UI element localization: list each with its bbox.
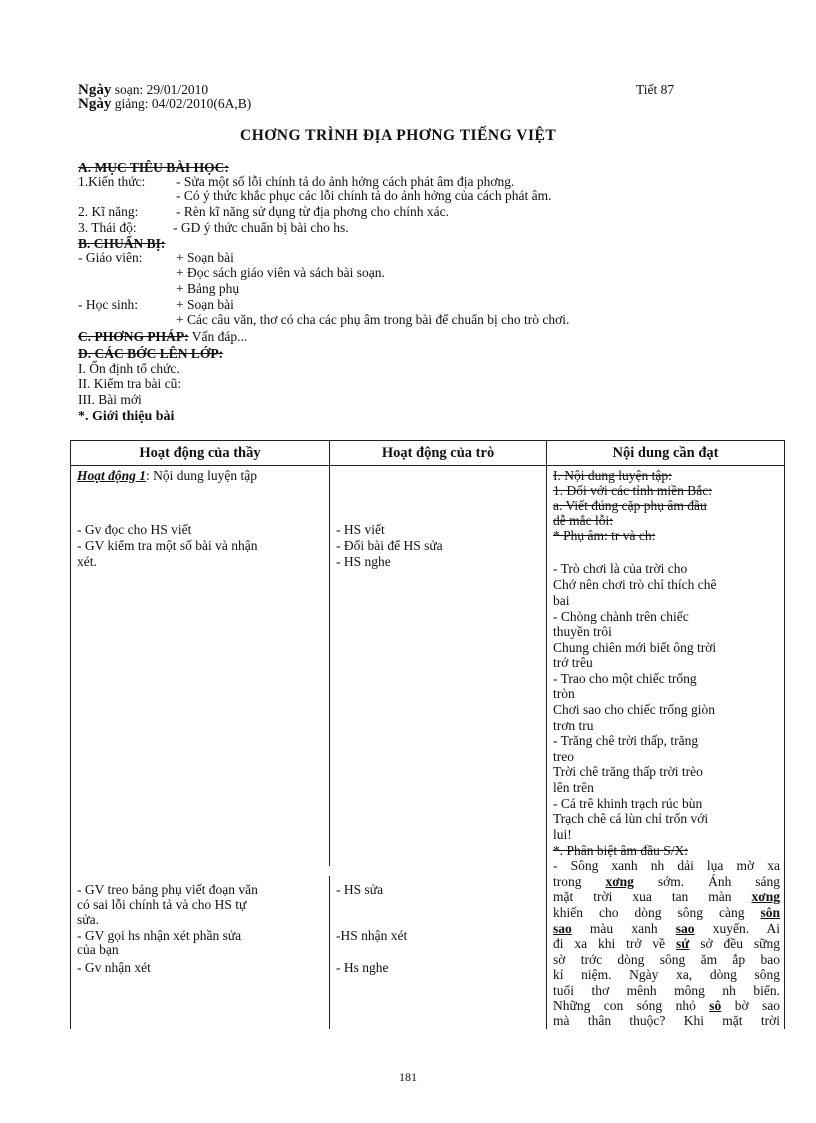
- header-content: Nội dung cần đạt: [547, 441, 785, 466]
- poem-line-13: treo: [553, 749, 574, 764]
- poem-line-11: trơn tru: [553, 718, 594, 733]
- para-line-11: mà thân thuộc? Khi mặt trời: [553, 1013, 780, 1028]
- step-3: III. Bài mới: [78, 392, 142, 407]
- poem-line-7: trớ trêu: [553, 655, 593, 670]
- gv-2: + Đọc sách giáo viên và sách bài soạn.: [176, 265, 385, 280]
- content-l5: * Phụ âm: tr và ch:: [553, 528, 656, 543]
- step-2: II. Kiểm tra bài cũ:: [78, 376, 182, 391]
- para-6-a: đi xa khi trở về: [553, 936, 677, 951]
- ngay-soan-label: Ngày: [78, 82, 112, 98]
- para-3-error: xơng: [751, 889, 780, 904]
- kien-thuc-2: - Có ý thức khắc phục các lỗi chính tả do ảnh hởng của cách phát âm.: [176, 188, 552, 203]
- para-2-b: sớm. Ánh sáng: [633, 874, 780, 889]
- method-heading: C. PHƠNG PHÁP:: [78, 329, 189, 344]
- poem-line-12: - Trăng chê trời thấp, trăng: [553, 733, 699, 748]
- hd1-text: : Nội dung luyện tập: [146, 468, 258, 483]
- hd1-line: [77, 469, 257, 483]
- steps-heading: D. CÁC BỚC LÊN LỚP:: [78, 346, 224, 361]
- para-line-2: [553, 874, 780, 890]
- poem-line-2: Chớ nên chơi trò chỉ thích chê: [553, 577, 717, 592]
- para-3-a: mặt trời xua tan màn: [553, 889, 752, 904]
- header-teacher: Hoạt động của thầy: [71, 441, 330, 466]
- para-2-error: xơng: [605, 874, 634, 889]
- para-line-8: kỉ niệm. Ngày xa, dòng sông: [553, 967, 780, 982]
- teacher-line-3a: - GV treo bảng phụ viết đoạn văn: [77, 882, 258, 897]
- content-l4: dễ mắc lỗi:: [553, 513, 613, 528]
- para-line-1: - Sông xanh nh dải lụa mờ xa: [553, 858, 780, 873]
- para-line-3: [553, 889, 780, 905]
- student-line-6: - Hs nghe: [336, 960, 389, 975]
- page-number: 181: [399, 1070, 417, 1084]
- objectives-heading: A. MỤC TIÊU BÀI HỌC:: [78, 160, 229, 175]
- poem-line-18: lui!: [553, 827, 572, 842]
- para-5-b: xuyến. Ai: [694, 921, 780, 936]
- teacher-line-2b: xét.: [77, 554, 97, 569]
- para-10-a: Những con sóng nhỏ: [553, 998, 710, 1013]
- header-student: Hoạt động của trò: [330, 441, 547, 466]
- para-6-error: sứ: [676, 936, 690, 951]
- para-10-b: bờ sao: [721, 998, 780, 1013]
- thai-do: - GD ý thức chuẩn bị bài cho hs.: [173, 220, 349, 235]
- intro: *. Giới thiệu bài: [78, 409, 175, 424]
- para-line-7: sờ trớc dòng sông ăm ắp bao: [553, 952, 780, 967]
- poem-line-9: tròn: [553, 686, 575, 701]
- student-line-3: - HS nghe: [336, 554, 391, 569]
- student-line-2: - Đổi bài để HS sửa: [336, 538, 443, 553]
- hs-1: + Soạn bài: [176, 297, 234, 312]
- content-l2: 1. Đối với các tỉnh miền Bắc:: [553, 483, 712, 498]
- ngay-giang-label: Ngày: [78, 96, 112, 112]
- student-cell: [330, 466, 547, 1030]
- preparation-heading: B. CHUẨN BỊ:: [78, 236, 166, 251]
- para-line-6: [553, 936, 780, 952]
- poem-line-15: lên trên: [553, 780, 594, 795]
- method-line: [78, 330, 247, 344]
- table-row: [71, 466, 785, 1030]
- step-1: I. Ổn định tổ chức.: [78, 361, 180, 376]
- page-title: CHƠNG TRÌNH ĐỊA PHƠNG TIẾNG VIỆT: [240, 127, 557, 144]
- divider-gap: [329, 866, 330, 876]
- student-line-1: - HS viết: [336, 522, 385, 537]
- poem-line-3: bai: [553, 593, 570, 608]
- poem-line-1: - Trò chơi là của trời cho: [553, 561, 688, 576]
- ngay-giang-text: giảng: 04/02/2010(6A,B): [114, 96, 252, 111]
- para-4-a: khiến cho dòng sông càng: [553, 905, 761, 920]
- kien-thuc-label: 1.Kiến thức:: [78, 174, 146, 189]
- hs-label: - Học sinh:: [78, 297, 138, 312]
- kien-thuc-1: - Sửa một số lỗi chính tả do ảnh hởng cách phát âm địa phơng.: [176, 174, 515, 189]
- poem-line-16: - Cá trê khinh trạch rúc bùn: [553, 796, 703, 811]
- ngay-soan-line: [78, 83, 208, 97]
- para-10-error: sô: [709, 998, 722, 1013]
- teacher-line-3c: sửa.: [77, 912, 99, 927]
- para-line-9: tuổi thơ mênh mông nh biển.: [553, 983, 780, 998]
- teacher-line-5: - Gv nhận xét: [77, 960, 151, 975]
- para-6-b: sở đều sững: [689, 936, 780, 951]
- tiet: Tiết 87: [636, 82, 675, 97]
- content-sx-heading: *. Phân biệt âm đầu S/X:: [553, 843, 688, 858]
- ngay-soan-text: soạn: 29/01/2010: [114, 82, 209, 97]
- ki-nang: - Rèn kĩ năng sử dụng từ địa phơng cho chính xác.: [176, 204, 449, 219]
- teacher-line-1: - Gv đọc cho HS viết: [77, 522, 192, 537]
- teacher-line-2a: - GV kiểm tra một số bài và nhận: [77, 538, 258, 553]
- lesson-table: [70, 440, 785, 1029]
- hd1-label: Hoạt động 1: [77, 468, 147, 483]
- ki-nang-label: 2. Kĩ năng:: [78, 204, 139, 219]
- poem-line-6: Chung chiên mới biết ông trời: [553, 640, 717, 655]
- content-l1: I. Nội dung luyện tập:: [553, 468, 672, 483]
- thai-do-label: 3. Thái độ:: [78, 220, 137, 235]
- gv-label: - Giáo viên:: [78, 250, 143, 265]
- para-5-error-a: sao: [553, 921, 572, 936]
- hs-2: + Các câu văn, thơ có cha các phụ âm trong bài để chuẩn bị cho trò chơi.: [176, 312, 570, 327]
- teacher-cell: [71, 466, 330, 1030]
- para-line-10: [553, 998, 780, 1014]
- teacher-line-4b: của bạn: [77, 942, 119, 957]
- teacher-line-4a: - GV gọi hs nhận xét phần sửa: [77, 928, 242, 943]
- content-cell: [547, 466, 785, 1030]
- poem-line-8: - Trao cho một chiếc trống: [553, 671, 697, 686]
- poem-line-4: - Chòng chành trên chiếc: [553, 609, 689, 624]
- para-line-5: [553, 921, 780, 937]
- table-header-row: [71, 441, 785, 466]
- para-4-error: sôn: [760, 905, 780, 920]
- method-text: Vấn đáp...: [191, 329, 248, 344]
- student-line-4: - HS sửa: [336, 882, 384, 897]
- gv-3: + Bảng phụ: [176, 281, 240, 296]
- ngay-giang-line: [78, 97, 251, 111]
- content-l3: a. Viết đúng cặp phụ âm đầu: [553, 498, 707, 513]
- gv-1: + Soạn bài: [176, 250, 234, 265]
- poem-line-5: thuyền trôi: [553, 624, 612, 639]
- para-line-4: [553, 905, 780, 921]
- poem-line-17: Trạch chê cá lùn chỉ trốn với: [553, 811, 709, 826]
- poem-line-14: Trời chê trăng thấp trời trèo: [553, 764, 703, 779]
- para-5-error-b: sao: [675, 921, 695, 936]
- student-line-5: -HS nhận xét: [336, 928, 408, 943]
- teacher-line-3b: có sai lỗi chính tả và cho HS tự: [77, 897, 247, 912]
- poem-line-10: Chơi sao cho chiếc trống giòn: [553, 702, 715, 717]
- para-5-a: màu xanh: [571, 921, 676, 936]
- para-2-a: trong: [553, 874, 606, 889]
